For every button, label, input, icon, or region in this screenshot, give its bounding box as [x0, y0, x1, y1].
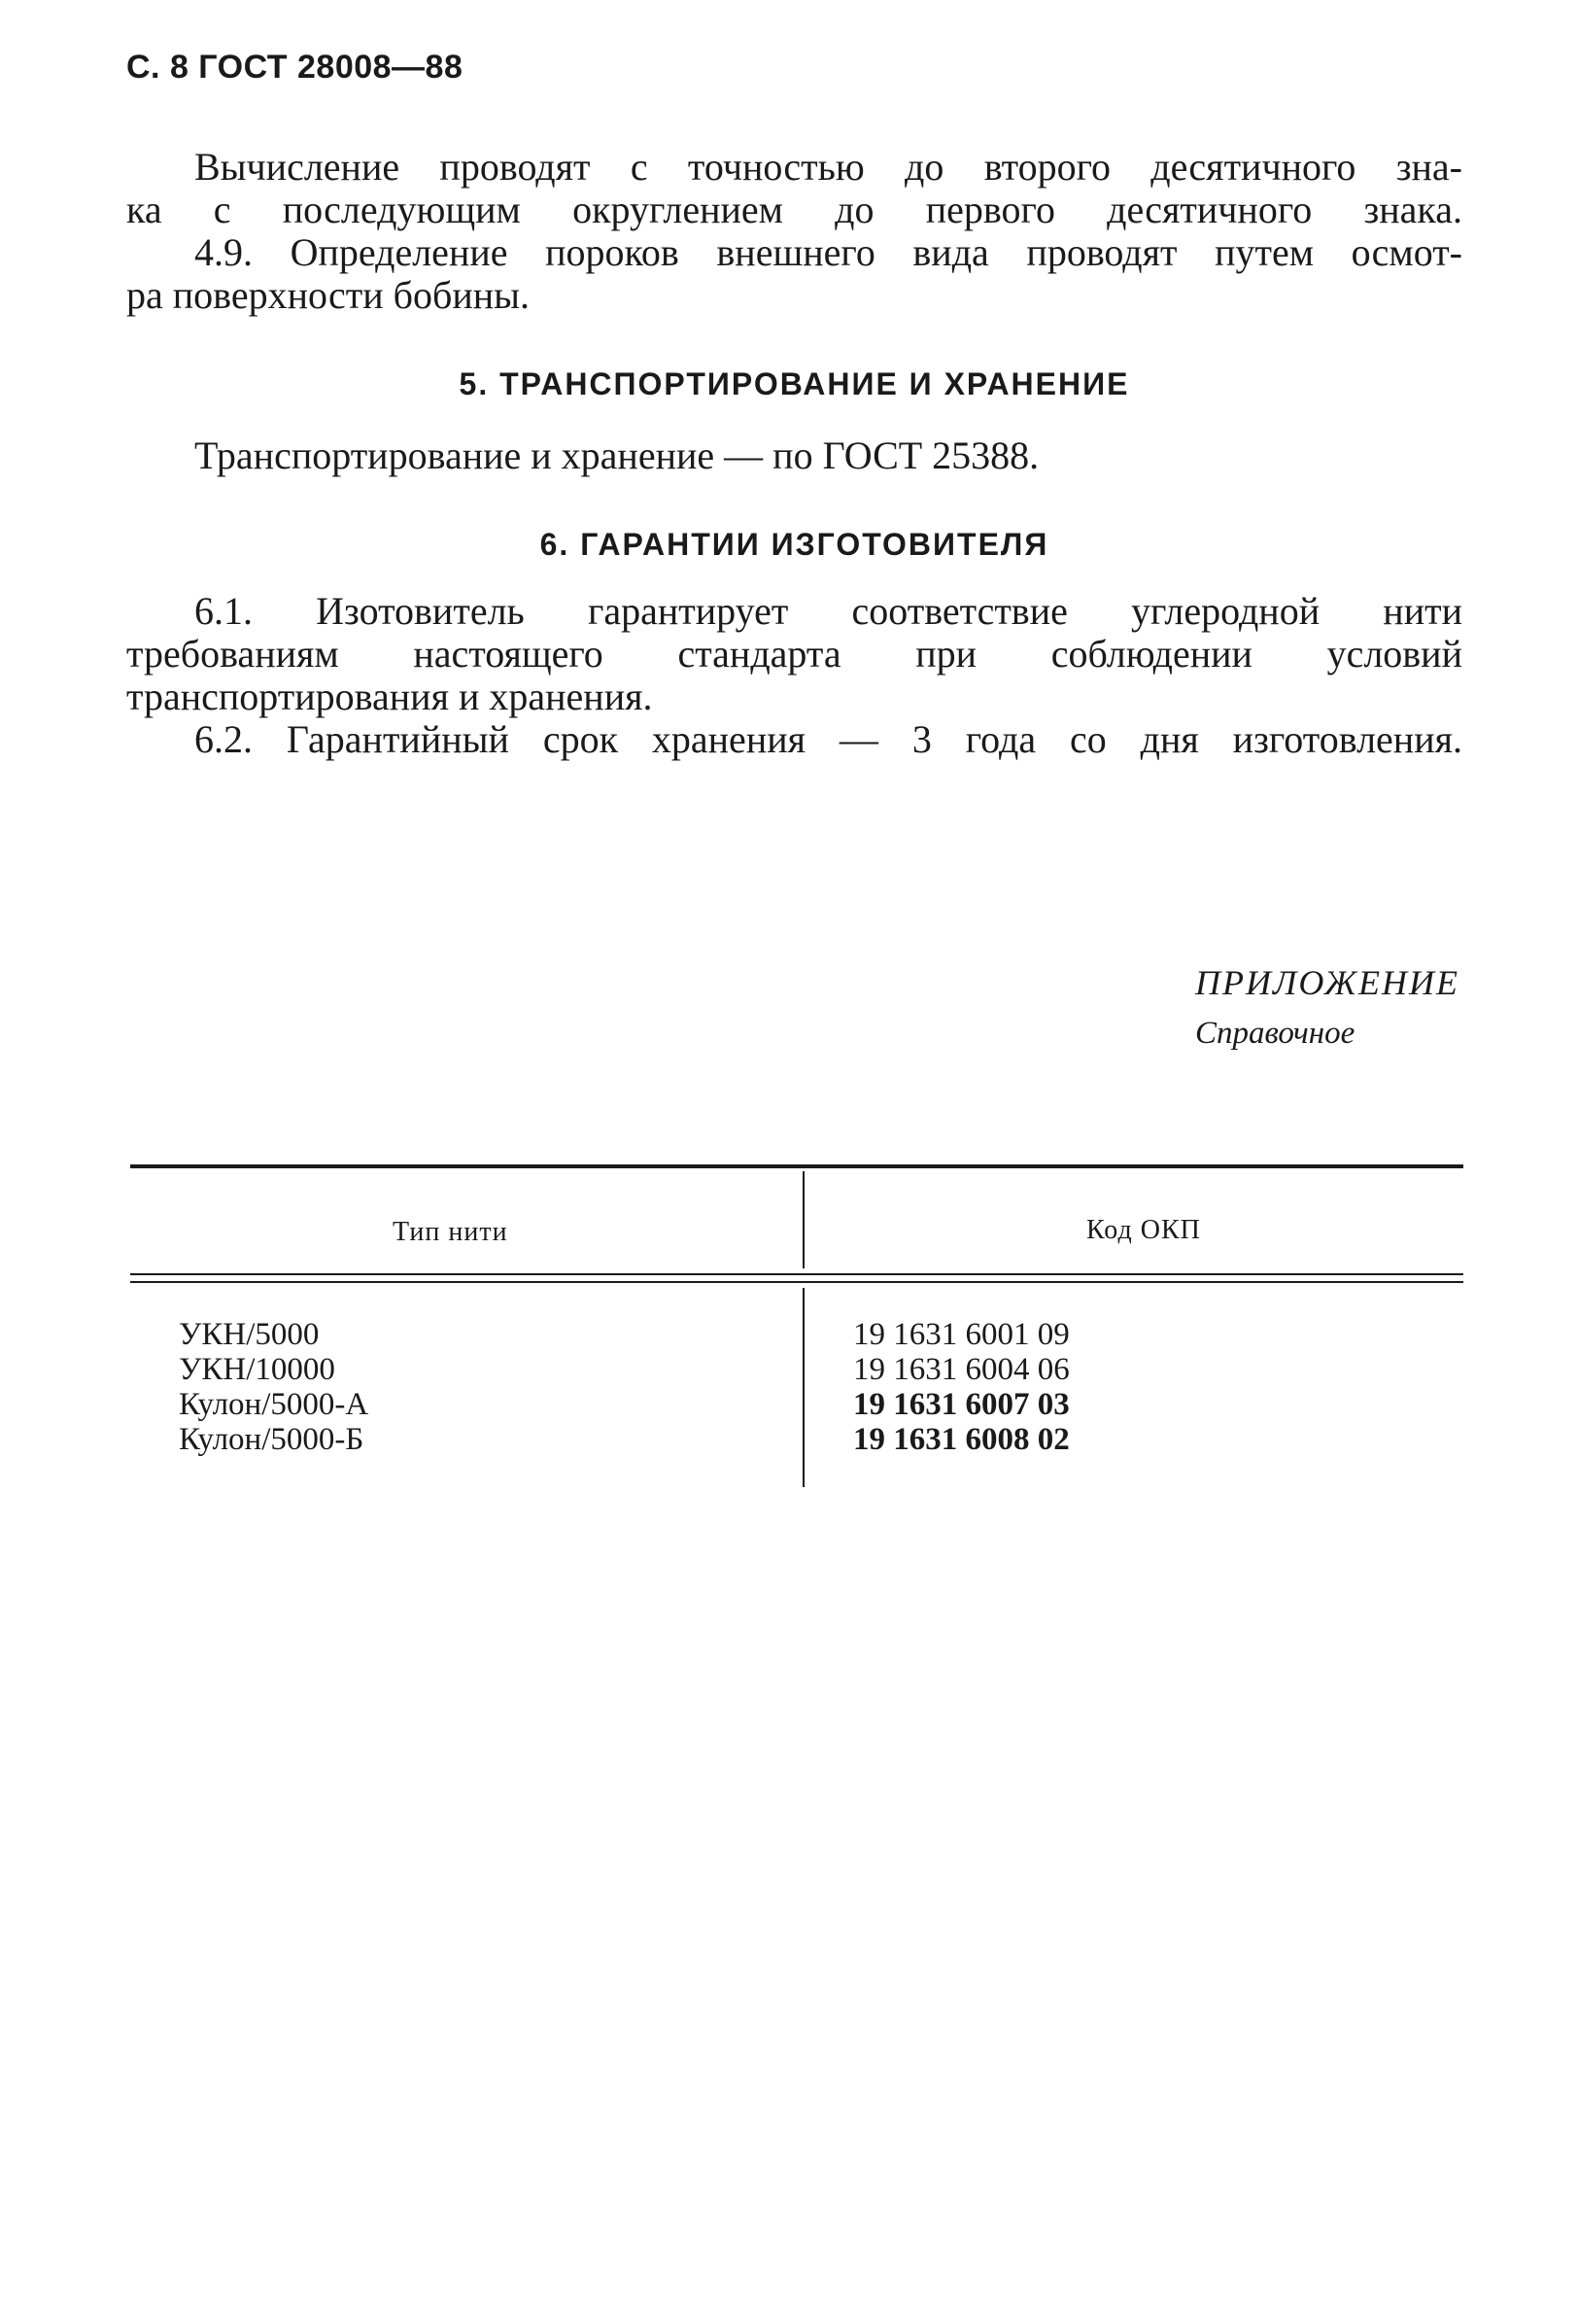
table-cell-code: 19 1631 6004 06 [853, 1352, 1070, 1387]
table-top-rule [130, 1164, 1463, 1168]
paragraph-line: 4.9. Определение пороков внешнего вида проводят путем осмот- [194, 230, 1462, 274]
paragraph-line: транспортирования и хранения. [126, 675, 653, 718]
paragraph-line: требованиям настоящего стандарта при соблюдении условий [126, 632, 1462, 676]
table-cell-type: УКН/5000 [179, 1317, 320, 1352]
header-rule [130, 1273, 1463, 1275]
section-heading: 6. ГАРАНТИИ ИЗГОТОВИТЕЛЯ [539, 527, 1049, 562]
paragraph-line: 6.2. Гарантийный срок хранения — 3 года со дня изготовления. [194, 717, 1462, 761]
paragraph-line: Транспортирование и хранение — по ГОСТ 25388. [194, 434, 1040, 477]
paragraph-line: ра поверхности бобины. [126, 273, 530, 317]
table-cell-type: Кулон/5000-Б [179, 1422, 364, 1457]
table-cell-code: 19 1631 6008 02 [853, 1422, 1070, 1457]
table-cell-code: 19 1631 6001 09 [853, 1317, 1070, 1352]
paragraph-line: Вычисление проводят с точностью до второго десятичного зна- [194, 145, 1462, 189]
appendix-title: ПРИЛОЖЕНИЕ [1195, 963, 1459, 1002]
table-cell-type: УКН/10000 [179, 1352, 335, 1387]
section-heading: 5. ТРАНСПОРТИРОВАНИЕ И ХРАНЕНИЕ [459, 366, 1130, 401]
column-header-type: Тип нити [393, 1217, 508, 1247]
paragraph-line: ка с последующим округлением до первого десятичного знака. [126, 188, 1462, 231]
header-rule [130, 1281, 1463, 1283]
column-divider [803, 1288, 805, 1487]
table-cell-type: Кулон/5000-А [179, 1387, 369, 1422]
appendix-subtitle: Справочное [1195, 1016, 1355, 1051]
column-divider [803, 1171, 805, 1268]
table-cell-code: 19 1631 6007 03 [853, 1387, 1070, 1422]
column-header-code: Код ОКП [1086, 1215, 1201, 1245]
page-header: С. 8 ГОСТ 28008—88 [126, 49, 463, 86]
paragraph-line: 6.1. Изотовитель гарантирует соответствие углеродной нити [194, 589, 1462, 633]
